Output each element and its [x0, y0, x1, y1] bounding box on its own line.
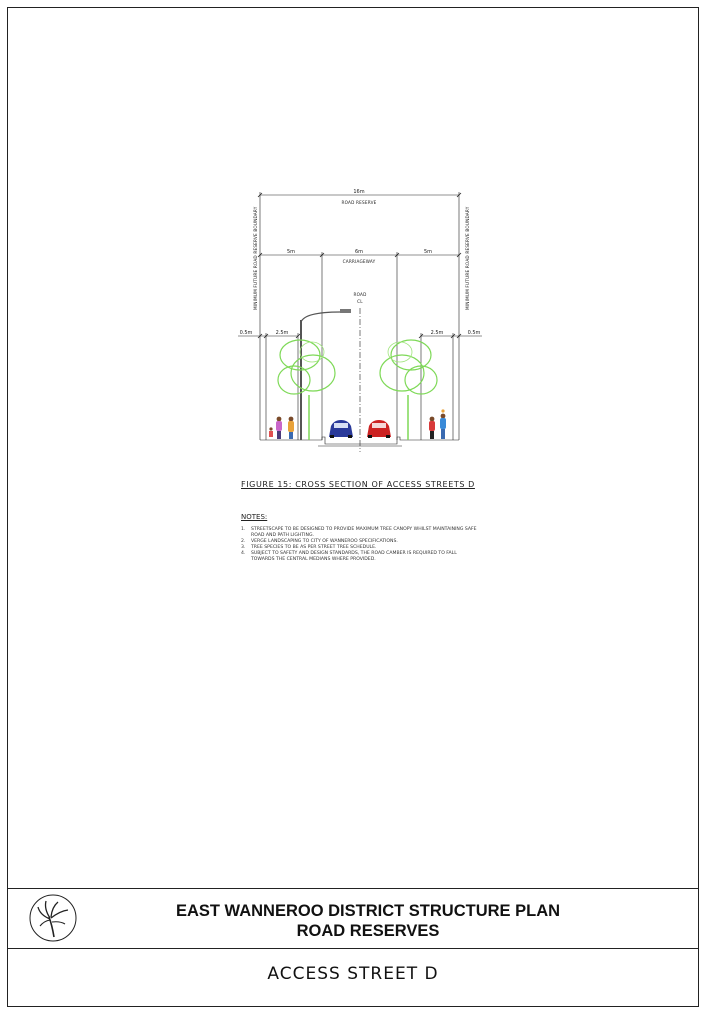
dim-carriageway-label: 6m: [354, 249, 364, 255]
note-text: STREETSCAPE TO BE DESIGNED TO PROVIDE MAXIMUM TREE CANOPY WHILST MAINTAINING SAFE ROAD AND PATH LIGHTING.: [251, 527, 477, 538]
note-text: VERGE LANDSCAPING TO CITY OF WANNEROO SPECIFICATIONS.: [251, 538, 398, 544]
note-number: 3.: [241, 544, 246, 550]
note-item: [241, 527, 481, 539]
plan-subtitle: ROAD RESERVES: [296, 922, 440, 940]
dim-verge-left-label: 5m: [286, 249, 296, 255]
note-number: 2.: [241, 538, 246, 544]
plan-title: EAST WANNEROO DISTRICT STRUCTURE PLAN: [175, 902, 561, 920]
car-left: [329, 420, 353, 438]
pedestrian-group-left: [269, 417, 294, 439]
dim-total-label: 16m: [353, 189, 365, 195]
title-block-bottom-divider: [7, 948, 699, 949]
road-cl-label-top: ROAD: [353, 292, 367, 297]
figure-caption: FIGURE 15: CROSS SECTION OF ACCESS STREETS D: [241, 480, 475, 489]
note-number: 4.: [241, 550, 246, 556]
boundary-label-right: MINIMUM FUTURE ROAD RESERVE BOUNDARY: [465, 206, 470, 310]
dim-path-right-label: 2.5m: [430, 330, 444, 336]
notes-list: [241, 527, 481, 562]
pedestrian-group-right: [429, 409, 446, 439]
street-tree-right: [380, 340, 437, 440]
street-tree-left: [278, 340, 335, 440]
carriageway-label: CARRIAGEWAY: [342, 259, 376, 264]
note-text: SUBJECT TO SAFETY AND DESIGN STANDARDS, THE ROAD CAMBER IS REQUIRED TO FALL TOWARDS THE CENTRAL MEDIANS WHERE PROVIDED.: [251, 550, 457, 562]
boundary-label-left: MINIMUM FUTURE ROAD RESERVE BOUNDARY: [253, 206, 258, 310]
dim-edge-left-label: 0.5m: [239, 330, 253, 336]
note-text: TREE SPECIES TO BE AS PER STREET TREE SCHEDULE.: [251, 544, 377, 550]
road-cl-label-bottom: CL: [357, 299, 363, 304]
sheet-name: ACCESS STREET D: [267, 964, 439, 984]
note-number: 1.: [241, 527, 246, 532]
road-reserve-label: ROAD RESERVE: [341, 200, 377, 205]
dim-path-left-label: 2.5m: [275, 330, 289, 336]
note-item: [241, 551, 481, 563]
notes-title: NOTES:: [241, 513, 268, 521]
dim-edge-right-label: 0.5m: [467, 330, 481, 336]
title-block-top-divider: [7, 888, 699, 889]
dim-verge-right-label: 5m: [423, 249, 433, 255]
car-right: [367, 420, 391, 438]
title-block: [7, 888, 699, 1007]
